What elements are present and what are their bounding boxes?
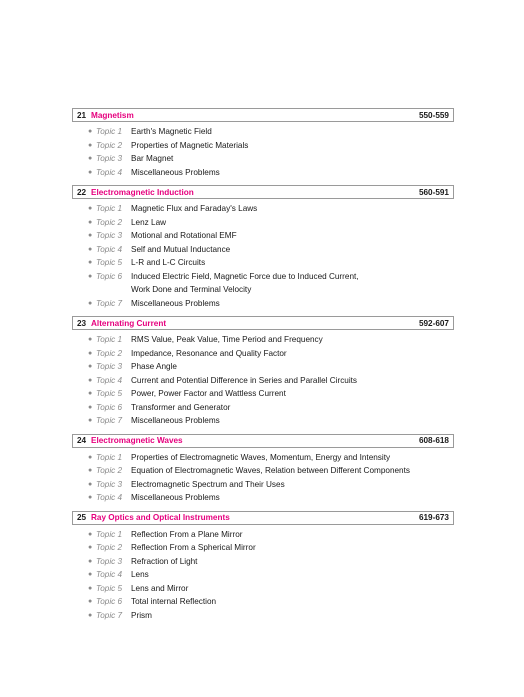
topic-label: Topic 3 xyxy=(96,154,123,163)
table-of-contents xyxy=(72,108,454,628)
topic-label: Topic 6 xyxy=(96,597,123,606)
topic-title xyxy=(131,491,454,505)
topic-title xyxy=(131,374,454,388)
topic-title-line: Induced Electric Field, Magnetic Force due to Induced Current, xyxy=(131,271,359,281)
bullet-icon: ● xyxy=(88,417,93,424)
topic-title xyxy=(131,125,454,139)
topic-label: Topic 7 xyxy=(96,416,123,425)
bullet-icon: ● xyxy=(88,544,93,551)
topic-item[interactable] xyxy=(88,478,454,492)
topic-title-line: Miscellaneous Problems xyxy=(131,493,220,502)
chapter-page-range: 560-591 xyxy=(418,187,449,197)
topic-item[interactable] xyxy=(88,387,454,401)
chapter-header xyxy=(72,185,454,199)
topic-label: Topic 1 xyxy=(96,335,123,344)
bullet-icon: ● xyxy=(88,376,93,384)
bullet-icon: ● xyxy=(88,349,93,357)
topic-label: Topic 2 xyxy=(96,543,123,552)
topic-label: Topic 4 xyxy=(96,493,123,502)
topic-label: Topic 1 xyxy=(96,127,123,136)
topic-title xyxy=(131,464,454,478)
topic-label: Topic 4 xyxy=(96,244,123,254)
topic-title-line: Reflection From a Spherical Mirror xyxy=(131,543,256,552)
topic-title xyxy=(131,297,454,311)
bullet-icon: ● xyxy=(88,245,93,253)
bullet-icon: ● xyxy=(88,453,93,461)
topic-title-line: Miscellaneous Problems xyxy=(131,416,220,425)
chapter-title[interactable]: Ray Optics and Optical Instruments xyxy=(91,513,230,522)
topic-title xyxy=(131,451,454,465)
chapter-section xyxy=(72,316,454,428)
topic-label: Topic 7 xyxy=(96,298,123,308)
topic-item[interactable] xyxy=(88,333,454,347)
chapter-section xyxy=(72,185,454,310)
bullet-icon: ● xyxy=(88,390,93,397)
topic-item[interactable] xyxy=(88,216,454,230)
topic-title-line: Refraction of Light xyxy=(131,556,198,566)
bullet-icon: ● xyxy=(88,557,93,565)
topic-label: Topic 6 xyxy=(96,402,123,412)
topic-title-line: Motional and Rotational EMF xyxy=(131,231,237,240)
topic-title xyxy=(131,360,454,374)
chapter-page-range: 550-559 xyxy=(418,110,449,120)
topic-list xyxy=(72,202,454,310)
topic-label: Topic 2 xyxy=(96,466,123,475)
topic-label: Topic 4 xyxy=(96,375,123,385)
topic-title xyxy=(131,333,454,347)
topic-title xyxy=(131,139,454,153)
topic-title xyxy=(131,582,454,596)
topic-title-line: Magnetic Flux and Faraday's Laws xyxy=(131,204,258,213)
topic-title-line: Reflection From a Plane Mirror xyxy=(131,529,243,539)
topic-title xyxy=(131,243,454,257)
bullet-icon: ● xyxy=(88,480,93,488)
topic-label: Topic 3 xyxy=(96,362,123,371)
topic-list xyxy=(72,125,454,179)
topic-title xyxy=(131,202,454,216)
topic-title xyxy=(131,478,454,492)
topic-title-line: Miscellaneous Problems xyxy=(131,298,220,308)
bullet-icon: ● xyxy=(88,494,93,501)
chapter-section xyxy=(72,108,454,179)
chapter-page-range: 619-673 xyxy=(418,513,449,522)
topic-item[interactable] xyxy=(88,609,454,623)
topic-title-line: Total internal Reflection xyxy=(131,597,217,606)
topic-title-line: Impedance, Resonance and Quality Factor xyxy=(131,348,287,358)
topic-list xyxy=(72,451,454,505)
topic-label: Topic 2 xyxy=(96,217,123,227)
topic-title xyxy=(131,152,454,166)
bullet-icon: ● xyxy=(88,467,93,474)
topic-title-line: Earth's Magnetic Field xyxy=(131,127,212,136)
topic-item[interactable] xyxy=(88,125,454,139)
topic-item[interactable] xyxy=(88,582,454,596)
topic-list xyxy=(72,333,454,428)
topic-item[interactable] xyxy=(88,256,454,270)
topic-title xyxy=(131,229,454,243)
topic-label: Topic 4 xyxy=(96,167,123,177)
topic-title-line: Power, Power Factor and Wattless Current xyxy=(131,389,286,398)
chapter-header xyxy=(72,511,454,525)
topic-item[interactable] xyxy=(88,528,454,542)
topic-title xyxy=(131,568,454,582)
bullet-icon: ● xyxy=(88,363,93,370)
bullet-icon: ● xyxy=(88,299,93,307)
topic-title-line: Phase Angle xyxy=(131,362,177,371)
topic-title-line: Properties of Electromagnetic Waves, Momentum, Energy and Intensity xyxy=(131,452,391,462)
topic-item[interactable] xyxy=(88,414,454,428)
topic-label: Topic 6 xyxy=(96,271,123,281)
topic-title-line: Prism xyxy=(131,610,152,620)
bullet-icon: ● xyxy=(88,403,93,411)
topic-item[interactable] xyxy=(88,243,454,257)
chapter-title[interactable]: Alternating Current xyxy=(91,318,167,328)
bullet-icon: ● xyxy=(88,232,93,239)
topic-label: Topic 1 xyxy=(96,204,123,213)
topic-title-line: Work Done and Terminal Velocity xyxy=(131,285,252,294)
topic-item[interactable] xyxy=(88,360,454,374)
bullet-icon: ● xyxy=(88,168,93,176)
chapter-number: 21 xyxy=(77,110,87,120)
chapter-header xyxy=(72,316,454,330)
topic-title xyxy=(131,595,454,609)
topic-item[interactable] xyxy=(88,374,454,388)
topic-title xyxy=(131,555,454,569)
bullet-icon: ● xyxy=(88,128,93,135)
bullet-icon: ● xyxy=(88,598,93,605)
bullet-icon: ● xyxy=(88,571,93,578)
bullet-icon: ● xyxy=(88,336,93,343)
bullet-icon: ● xyxy=(88,218,93,226)
topic-title-line: L-R and L-C Circuits xyxy=(131,258,206,267)
chapter-number: 25 xyxy=(77,513,87,522)
topic-item[interactable] xyxy=(88,202,454,216)
topic-label: Topic 7 xyxy=(96,610,123,620)
bullet-icon: ● xyxy=(88,141,93,149)
topic-item[interactable] xyxy=(88,595,454,609)
chapter-number: 24 xyxy=(77,436,87,445)
topic-title xyxy=(131,387,454,401)
topic-title-line: Equation of Electromagnetic Waves, Relation between Different Components xyxy=(131,466,410,475)
chapter-title[interactable]: Electromagnetic Induction xyxy=(91,187,194,197)
topic-item[interactable] xyxy=(88,270,454,297)
topic-title xyxy=(131,401,454,415)
chapter-section xyxy=(72,434,454,505)
chapter-header xyxy=(72,434,454,448)
topic-item[interactable] xyxy=(88,229,454,243)
topic-item[interactable] xyxy=(88,491,454,505)
bullet-icon: ● xyxy=(88,530,93,538)
topic-item[interactable] xyxy=(88,152,454,166)
topic-title-line: Lens and Mirror xyxy=(131,583,189,593)
topic-label: Topic 3 xyxy=(96,479,123,489)
topic-label: Topic 3 xyxy=(96,231,123,240)
topic-title-line: Self and Mutual Inductance xyxy=(131,244,231,254)
topic-title xyxy=(131,609,454,623)
topic-item[interactable] xyxy=(88,166,454,180)
topic-item[interactable] xyxy=(88,451,454,465)
topic-title-line: Properties of Magnetic Materials xyxy=(131,140,249,150)
topic-title xyxy=(131,414,454,428)
chapter-header xyxy=(72,108,454,122)
bullet-icon: ● xyxy=(88,611,93,619)
bullet-icon: ● xyxy=(88,584,93,592)
topic-item[interactable] xyxy=(88,401,454,415)
topic-title xyxy=(131,166,454,180)
topic-item[interactable] xyxy=(88,541,454,555)
topic-title-line: Lens xyxy=(131,570,149,579)
topic-title-line: RMS Value, Peak Value, Time Period and Frequency xyxy=(131,335,323,344)
topic-label: Topic 4 xyxy=(96,570,123,579)
chapter-section xyxy=(72,511,454,623)
topic-title xyxy=(131,541,454,555)
topic-item[interactable] xyxy=(88,464,454,478)
bullet-icon: ● xyxy=(88,155,93,162)
topic-title-line: Transformer and Generator xyxy=(131,402,231,412)
topic-label: Topic 1 xyxy=(96,452,123,462)
chapter-title[interactable]: Magnetism xyxy=(91,110,134,120)
topic-title-line: Electromagnetic Spectrum and Their Uses xyxy=(131,479,285,489)
bullet-icon: ● xyxy=(88,259,93,266)
topic-title xyxy=(131,270,454,297)
topic-list xyxy=(72,528,454,623)
topic-item[interactable] xyxy=(88,555,454,569)
topic-title-line: Lenz Law xyxy=(131,217,167,227)
chapter-number: 23 xyxy=(77,318,87,328)
chapter-title[interactable]: Electromagnetic Waves xyxy=(91,436,183,445)
topic-item[interactable] xyxy=(88,297,454,311)
topic-title xyxy=(131,528,454,542)
topic-title xyxy=(131,256,454,270)
topic-label: Topic 3 xyxy=(96,556,123,566)
topic-label: Topic 5 xyxy=(96,258,123,267)
chapter-page-range: 608-618 xyxy=(418,436,449,445)
topic-label: Topic 1 xyxy=(96,529,123,539)
topic-item[interactable] xyxy=(88,347,454,361)
topic-label: Topic 5 xyxy=(96,389,123,398)
topic-item[interactable] xyxy=(88,139,454,153)
topic-title xyxy=(131,347,454,361)
topic-title xyxy=(131,216,454,230)
bullet-icon: ● xyxy=(88,272,93,280)
topic-title-line: Bar Magnet xyxy=(131,154,174,163)
chapter-number: 22 xyxy=(77,187,87,197)
topic-title-line: Miscellaneous Problems xyxy=(131,167,220,177)
topic-title-line: Current and Potential Difference in Series and Parallel Circuits xyxy=(131,375,358,385)
topic-label: Topic 2 xyxy=(96,140,123,150)
topic-item[interactable] xyxy=(88,568,454,582)
chapter-page-range: 592-607 xyxy=(418,318,449,328)
topic-label: Topic 2 xyxy=(96,348,123,358)
bullet-icon: ● xyxy=(88,205,93,212)
topic-label: Topic 5 xyxy=(96,583,123,593)
